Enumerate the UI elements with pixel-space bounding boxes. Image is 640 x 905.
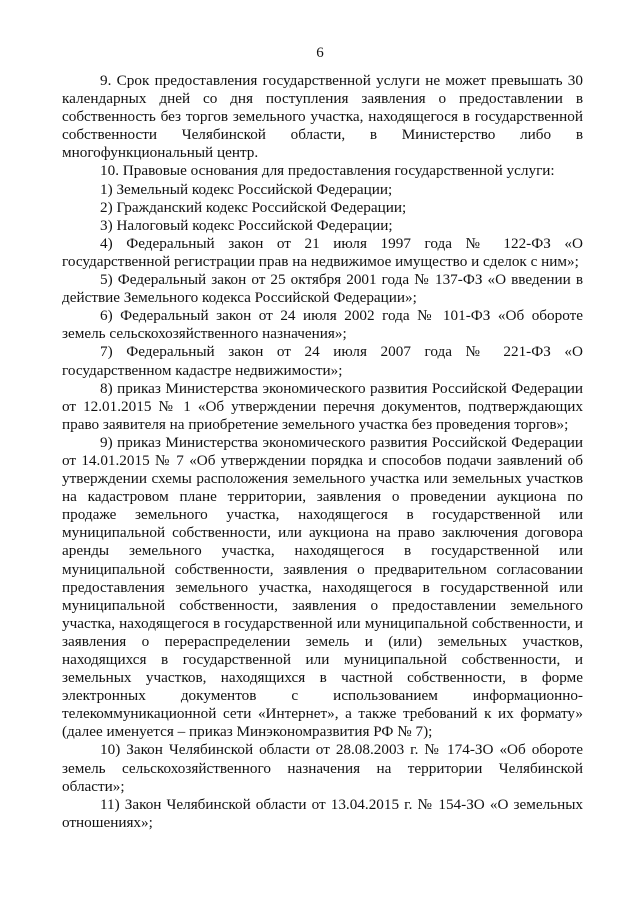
list-item-8: 8) приказ Министерства экономического развития Российской Федерации от 12.01.2015 № 1 «Об утверждении перечня документов, подтверждающих право заявителя на приобретение земельного участка без проведения торгов»; [62, 379, 583, 433]
paragraph-9-term: 9. Срок предоставления государственной услуги не может превышать 30 календарных дней со дня поступления заявления о предоставлении в собственность без торгов земельного участка, находящегося в государственной собственности Челябинской области, в Министерство либо в многофункциональный центр. [62, 72, 583, 162]
list-item-6: 6) Федеральный закон от 24 июля 2002 года № 101-ФЗ «Об обороте земель сельскохозяйственного назначения»; [62, 307, 583, 343]
page-number: 6 [316, 45, 324, 61]
list-item-11: 11) Закон Челябинской области от 13.04.2015 г. № 154-ЗО «О земельных отношениях»; [62, 795, 583, 831]
list-item-3: 3) Налоговый кодекс Российской Федерации; [100, 216, 393, 234]
list-item-2: 2) Гражданский кодекс Российской Федерации; [100, 198, 407, 216]
list-item-5: 5) Федеральный закон от 25 октября 2001 года № 137-ФЗ «О введении в действие Земельного кодекса Российской Федерации»; [62, 271, 583, 307]
list-item-10: 10) Закон Челябинской области от 28.08.2003 г. № 174-ЗО «Об обороте земель сельскохозяйственного назначения на территории Челябинской области»; [62, 741, 583, 795]
list-item-9: 9) приказ Министерства экономического развития Российской Федерации от 14.01.2015 № 7 «Об утверждении порядка и способов подачи заявлений об утверждении схемы расположения земельного участка или земельных участков на кадастровом плане территории, заявления о проведении аукциона по продаже земельного участка, находящегося в государственной или муниципальной собственности, или аукциона на право заключения договора аренды земельного участка, находящегося в государственной или муниципальной собственности, заявления о предварительном согласовании предоставления земельного участка, находящегося в государственной или муниципальной собственности, заявления о предоставлении земельного участка, находящегося в государственной или муниципальной собственности, и заявления о перераспределении земель и (или) земельных участков, находящихся в государственной или муниципальной собственности, и земельных участков, находящихся в частной собственности, в форме электронных документов с использованием информационно-телекоммуникационной сети «Интернет», а также требований к их формату» (далее именуется – приказ Минэкономразвития РФ № 7); [62, 433, 583, 741]
list-item-1: 1) Земельный кодекс Российской Федерации; [100, 180, 393, 198]
document-body [62, 72, 583, 832]
paragraph-10-legal-basis: 10. Правовые основания для предоставления государственной услуги: [100, 162, 555, 180]
list-item-7: 7) Федеральный закон от 24 июля 2007 года № 221-ФЗ «О государственном кадастре недвижимости»; [62, 343, 583, 379]
list-item-4: 4) Федеральный закон от 21 июля 1997 года № 122-ФЗ «О государственной регистрации прав на недвижимое имущество и сделок с ним»; [62, 234, 583, 270]
